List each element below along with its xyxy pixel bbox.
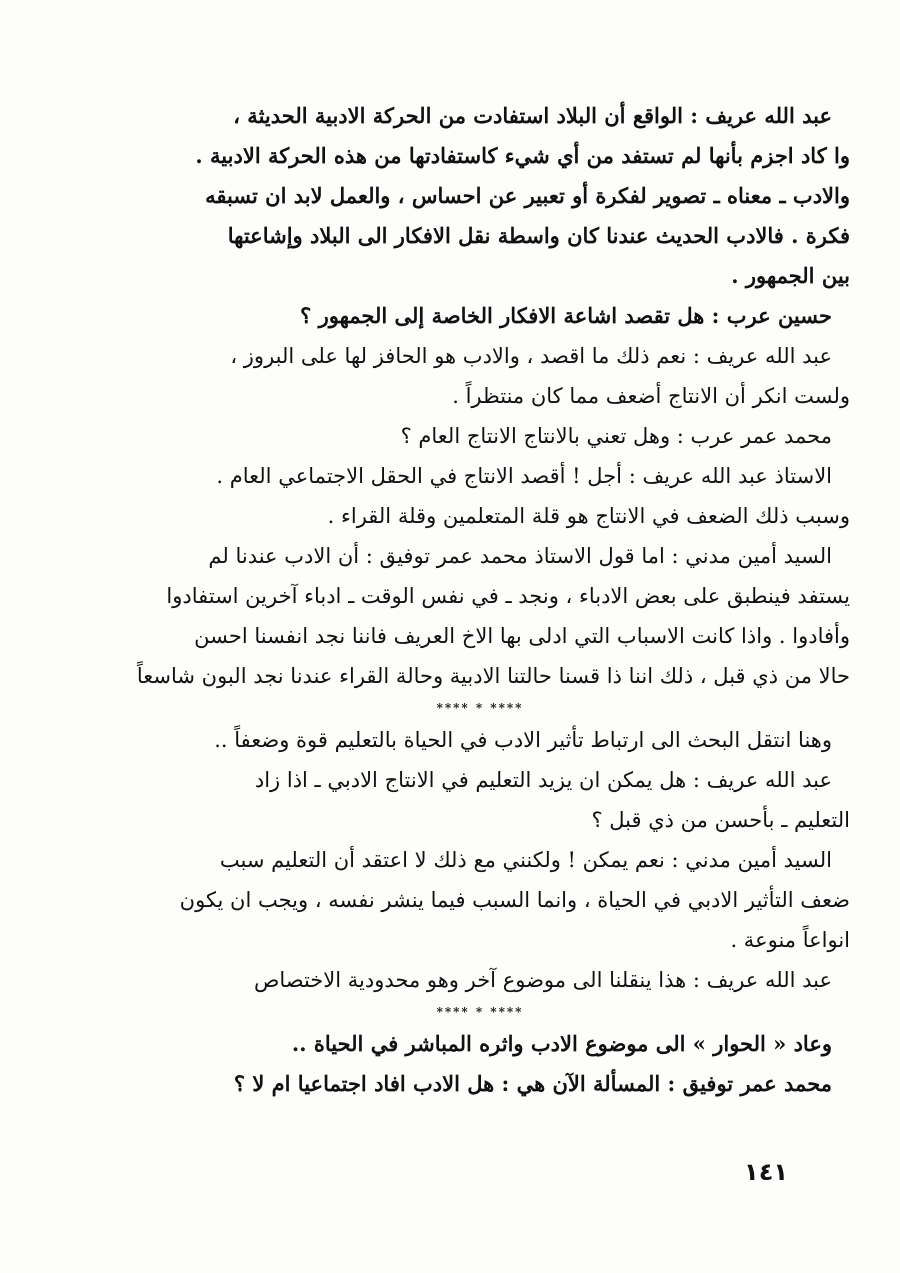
section-separator: **** * **** bbox=[436, 1005, 524, 1019]
text-line: عبد الله عريف : نعم ذلك ما اقصد ، والادب هو الحافز لها على البروز ، bbox=[230, 344, 832, 368]
text-line: يستفد فينطبق على بعض الادباء ، ونجد ـ في نفس الوقت ـ ادباء آخرين استفادوا bbox=[166, 584, 850, 608]
body-text bbox=[110, 96, 850, 1104]
text-line: السيد أمين مدني : نعم يمكن ! ولكنني مع ذلك لا اعتقد أن التعليم سبب bbox=[219, 848, 832, 872]
text-line: السيد أمين مدني : اما قول الاستاذ محمد عمر توفيق : أن الادب عندنا لم bbox=[208, 544, 832, 568]
text-line: والادب ـ معناه ـ تصوير لفكرة أو تعبير عن احساس ، والعمل لابد ان تسبقه bbox=[205, 183, 850, 208]
text-line: وسبب ذلك الضعف في الانتاج هو قلة المتعلمين وقلة القراء . bbox=[327, 504, 850, 528]
text-line: ولست انكر أن الانتاج أضعف مما كان منتظراً . bbox=[452, 384, 850, 408]
text-line: عبد الله عريف : هذا ينقلنا الى موضوع آخر وهو محدودية الاختصاص bbox=[253, 968, 832, 992]
section-separator: **** * **** bbox=[436, 701, 524, 715]
page-number: ١٤١ bbox=[744, 1158, 788, 1186]
text-line: عبد الله عريف : الواقع أن البلاد استفادت من الحركة الادبية الحديثة ، bbox=[233, 103, 832, 128]
text-line: وأفادوا . واذا كانت الاسباب التي ادلى بها الاخ العريف فاننا نجد انفسنا احسن bbox=[194, 624, 850, 648]
text-line: انواعاً منوعة . bbox=[730, 928, 850, 952]
text-line: التعليم ـ بأحسن من ذي قبل ؟ bbox=[591, 808, 850, 832]
text-line: محمد عمر عرب : وهل تعني بالانتاج الانتاج العام ؟ bbox=[400, 424, 832, 448]
text-line: فكرة . فالادب الحديث عندنا كان واسطة نقل الافكار الى البلاد وإشاعتها bbox=[227, 223, 850, 248]
text-line: وهنا انتقل البحث الى ارتباط تأثير الادب في الحياة بالتعليم قوة وضعفاً .. bbox=[214, 728, 832, 752]
text-line: محمد عمر توفيق : المسألة الآن هي : هل الادب افاد اجتماعيا ام لا ؟ bbox=[233, 1071, 832, 1096]
text-line: وعاد « الحوار » الى موضوع الادب واثره المباشر في الحياة .. bbox=[291, 1031, 832, 1056]
text-line: عبد الله عريف : هل يمكن ان يزيد التعليم في الانتاج الادبي ـ اذا زاد bbox=[254, 768, 832, 792]
text-line: الاستاذ عبد الله عريف : أجل ! أقصد الانتاج في الحقل الاجتماعي العام . bbox=[216, 464, 832, 488]
text-line: بين الجمهور . bbox=[731, 263, 850, 288]
text-line: حالا من ذي قبل ، ذلك اننا ذا قسنا حالتنا الادبية وحالة القراء عندنا نجد البون شاسعاً bbox=[136, 664, 850, 688]
text-line: حسين عرب : هل تقصد اشاعة الافكار الخاصة إلى الجمهور ؟ bbox=[300, 303, 832, 328]
text-line: وا كاد اجزم بأنها لم تستفد من أي شيء كاستفادتها من هذه الحركة الادبية . bbox=[195, 143, 850, 168]
text-line: ضعف التأثير الادبي في الحياة ، وانما السبب فيما ينشر نفسه ، ويجب ان يكون bbox=[179, 888, 850, 912]
